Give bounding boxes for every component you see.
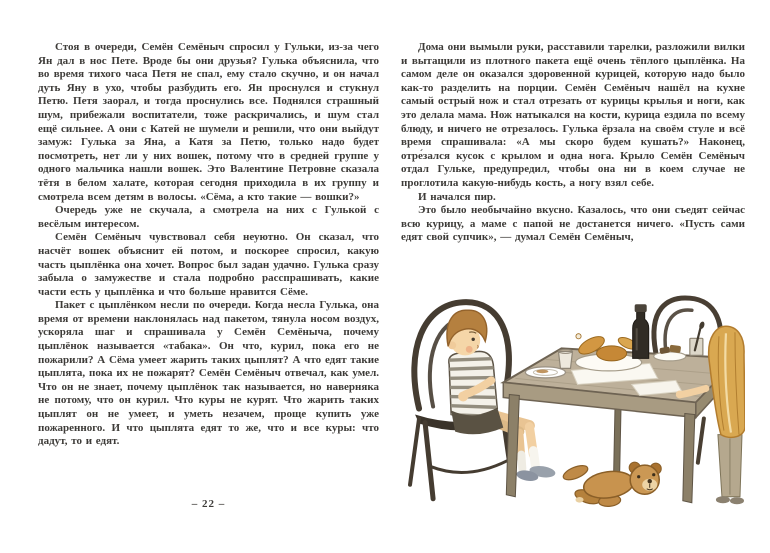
paragraph: И начался пир. <box>418 190 496 203</box>
illustration <box>403 288 745 521</box>
paragraph: Это было необычайно вкусно. Казалось, что они съедят сейчас всю курицу, а маме с папой не достанется ничего. «Пусть сами едят свой супчик», — думал Семён Семёныч, <box>401 204 745 244</box>
paragraph: Семён Семёныч чувствовал себя неуютно. Он сказал, что насчёт вошек объяснит ей потом, и поскорее спросил, какую часть цыплёнка она хочет. Вопрос был задан удачно. Гулька сразу забыла о замужестве и стала подробно расспрашивать, какие части есть у цыплёнка и что больше нравится Сёме. <box>38 231 379 298</box>
left-page <box>38 41 379 449</box>
right-page <box>401 41 745 245</box>
paragraph: Дома они вымыли руки, расставили тарелки, разложили вилки и вытащили из плотного пакета ещё очень тёплого цыплёнка. На самом деле он оказался здоровенной курицей, которую надо было как-то разделить на порции. Семён Семёныч нашёл на кухне самый острый нож и стал отрезать от курицы крылья и ноги, как это делала мама. Нож натыкался на кости, курица ездила по всему блюду, и ничего не отрезалось. Гулька ёрзала на своём стуле и всё время спрашивала: «А мы скоро будем кушать?» Наконец, отре́зался кусок с крылом и одна нога. Крыло Семён Семёныч отдал Гульке, предупредил, чтобы она ни в коем случае не проглотила какую-нибудь кость, а ногу взял себе. <box>401 41 745 189</box>
teddy-bear <box>561 462 661 507</box>
illustration-drawing <box>403 288 745 521</box>
bottle <box>633 304 649 358</box>
paragraph: Очередь уже не скучала, а смотрела на них с Гулькой с весёлым интересом. <box>38 204 379 230</box>
paragraph: Стоя в очереди, Семён Семёныч спросил у Гульки, из-за чего Ян дал в нос Пете. Вроде бы они друзья? Гулька объяснила, что во время тихого часа Петя не спал, ему стало скучно, и он начал дуть Яну в ухо, чтобы разбудить его. Ян проснулся и стукнул Петю. Петя заорал, и тогда проснулись все. Поднялся страшный шум, прибежали воспитатели, тоже раскричались, и шум стал ещё сильнее. А они с Катей не шумели и решили, что они выйдут замуж: Гулька за Яна, а Катя за Петю, только надо будет посмотреть, нет ли у них вошек, потому что в средней группе у одного мальчика нашли вошек. Это Валентине Петровне сказала тётя в белом халате, которая сегодня приходила в их группу и смотрела всем детям в волосы. «Сёма, а кто такие — вошки?» <box>38 41 379 203</box>
paragraph: Пакет с цыплёнком несли по очереди. Когда несла Гулька, она время от времени наклонялась над пакетом, тянула носом воздух, ускоряла шаг и спрашивала у Семён Семёныча, почему цыплёнок называется «табака». Он что, курил, пока его не пожарили? А Сёма умеет жарить таких цыплят? А что едят такие цыплята, пока их не пожарят? Семён Семёныч отвечал, как умел. Что он не знает, почему цыплёнок так называется, но наверняка не потому, что он курил. Что куры не курят. Что жарить таких цыплят он не умеет, и уметь незачем, проще купить уже пожаренного. И что цыплята едят то же, что и все куры: что дадут, то и едят. <box>38 299 379 448</box>
page-number: – 22 – <box>191 498 226 510</box>
